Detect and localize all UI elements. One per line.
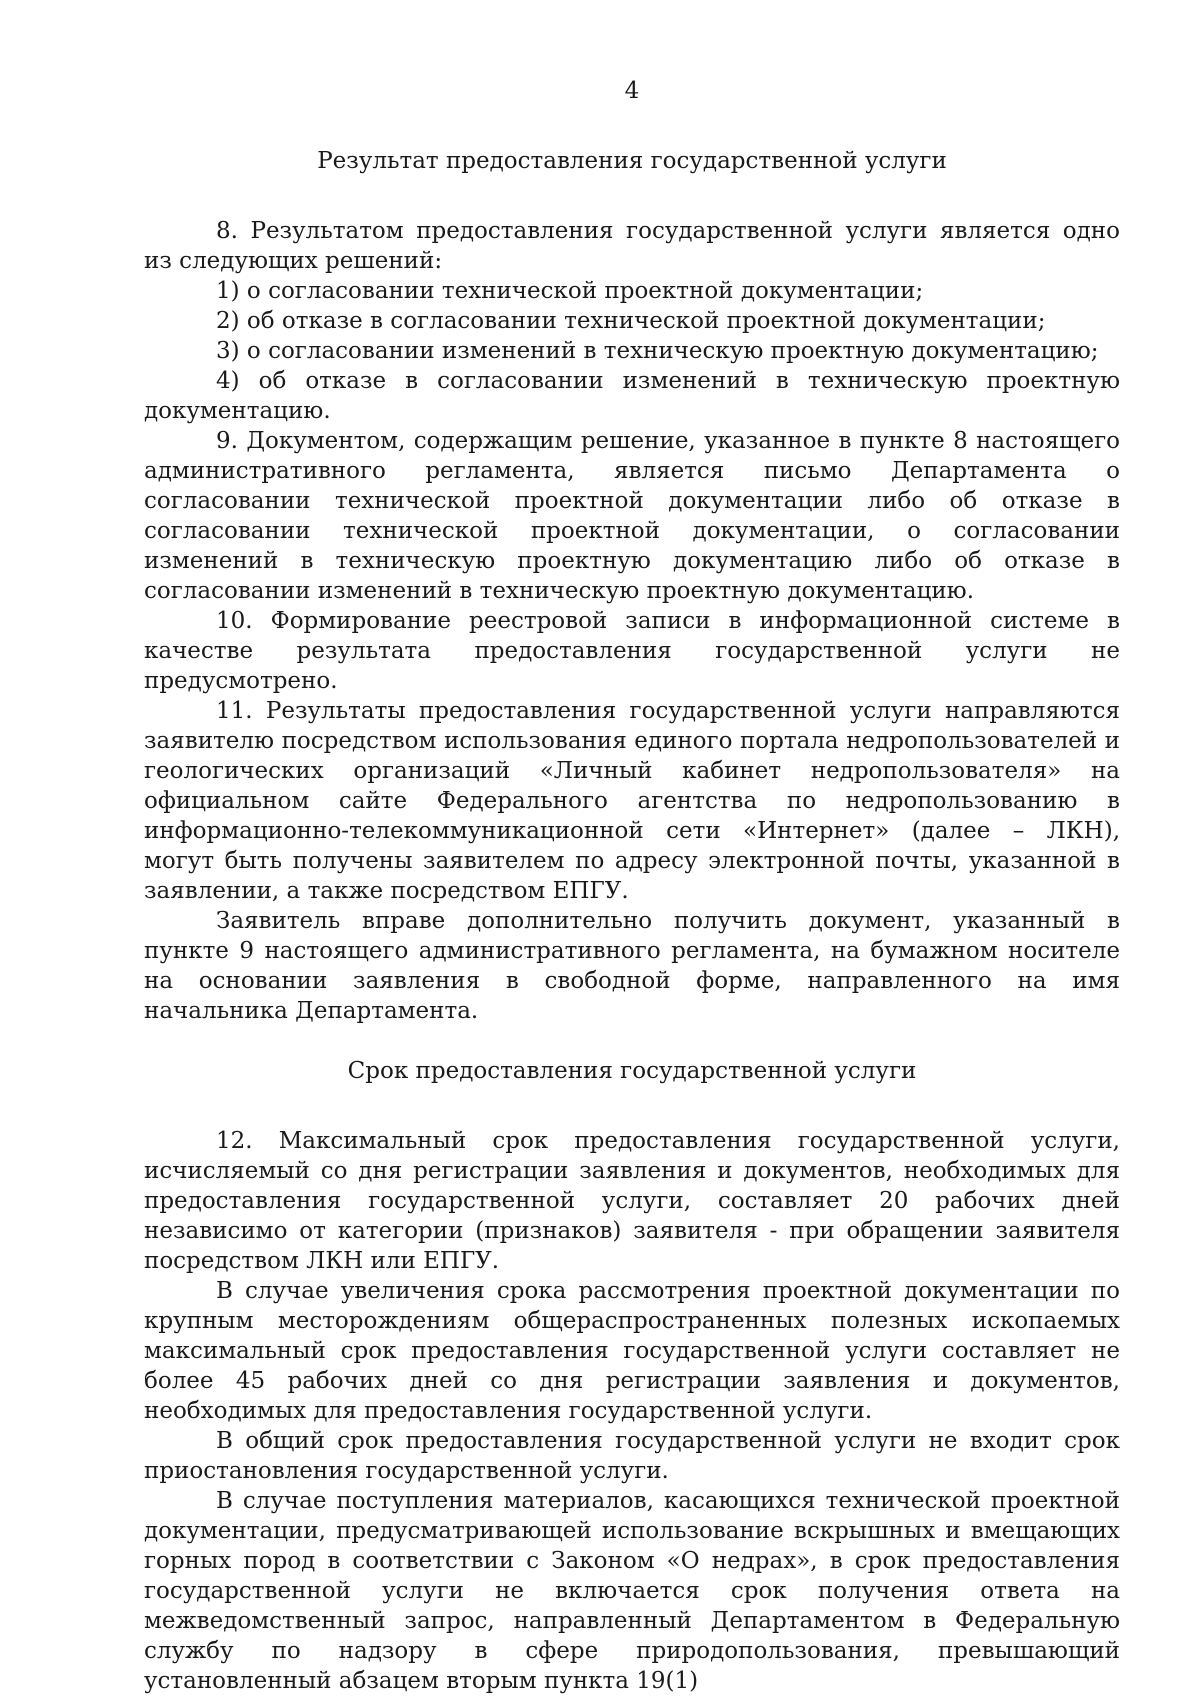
paragraph: 10. Формирование реестровой записи в информационной системе в качестве результата предоставления государственной услуги не предусмотрено. [144, 608, 1120, 694]
paragraph: 11. Результаты предоставления государственной услуги направляются заявителю посредством использования единого портала недропользователей и геологических организаций «Личный кабинет недропользователя» на официальном сайте Федерального агентства по недропользованию в информационно-телекоммуникационной сети «Интернет» (далее – ЛКН), могут быть получены заявителем по адресу электронной почты, указанной в заявлении, а также посредством ЕПГУ. [144, 698, 1120, 904]
list-item: 1) о согласовании технической проектной документации; [216, 278, 924, 304]
paragraph: В случае поступления материалов, касающихся технической проектной документации, предусматривающей использование вскрышных и вмещающих горных пород в соответствии с Законом «О недрах», в срок предоставления государственной услуги не включается срок получения ответа на межведомственный запрос, направленный Департаментом в Федеральную службу по надзору в сфере природопользования, превышающий установленный абзацем вторым пункта 19(1) [144, 1488, 1120, 1694]
list-item: 2) об отказе в согласовании технической проектной документации; [216, 308, 1046, 334]
section-term [144, 1056, 1120, 1696]
section-heading: Результат предоставления государственной услуги [317, 148, 947, 174]
paragraph: 8. Результатом предоставления государственной услуги является одно из следующих решений: [144, 218, 1120, 274]
list-item: 3) о согласовании изменений в техническую проектную документацию; [216, 338, 1099, 364]
section-result [144, 146, 1120, 1026]
paragraph: 12. Максимальный срок предоставления государственной услуги, исчисляемый со дня регистрации заявления и документов, необходимых для предоставления государственной услуги, составляет 20 рабочих дней независимо от категории (признаков) заявителя - при обращении заявителя посредством ЛКН или ЕПГУ. [144, 1128, 1120, 1274]
paragraph: В случае увеличения срока рассмотрения проектной документации по крупным месторождениям общераспространенных полезных ископаемых максимальный срок предоставления государственной услуги составляет не более 45 рабочих дней со дня регистрации заявления и документов, необходимых для предоставления государственной услуги. [144, 1278, 1120, 1424]
section-heading: Срок предоставления государственной услуги [347, 1058, 917, 1084]
paragraph: В общий срок предоставления государственной услуги не входит срок приостановления государственной услуги. [144, 1428, 1120, 1484]
page-number: 4 [624, 78, 640, 104]
document-page [144, 76, 1120, 1696]
paragraph: 9. Документом, содержащим решение, указанное в пункте 8 настоящего административного регламента, является письмо Департамента о согласовании технической проектной документации либо об отказе в согласовании технической проектной документации, о согласовании изменений в техническую проектную документацию либо об отказе в согласовании изменений в техническую проектную документацию. [144, 428, 1120, 604]
list-item: 4) об отказе в согласовании изменений в техническую проектную документацию. [144, 368, 1120, 424]
paragraph: Заявитель вправе дополнительно получить документ, указанный в пункте 9 настоящего административного регламента, на бумажном носителе на основании заявления в свободной форме, направленного на имя начальника Департамента. [144, 908, 1120, 1024]
